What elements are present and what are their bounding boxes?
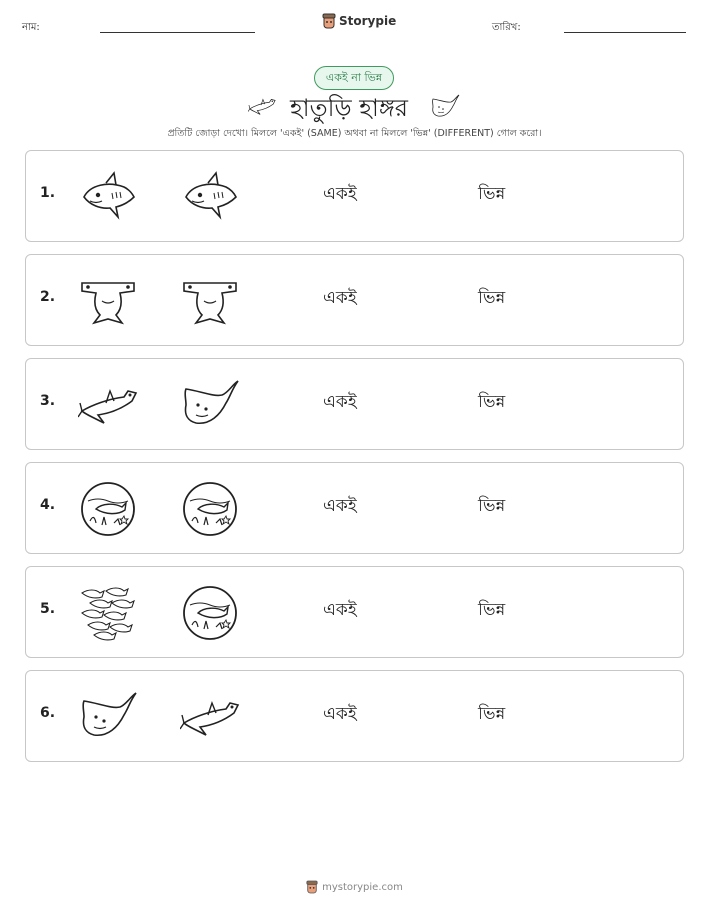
ocean-circle-icon [78, 479, 138, 539]
row-number: 5. [40, 601, 56, 617]
option-different[interactable]: ভিন্ন [478, 288, 506, 308]
option-different[interactable]: ভিন্ন [478, 600, 506, 620]
footer-url[interactable]: mystorypie.com [322, 881, 403, 893]
option-different[interactable]: ভিন্ন [478, 392, 506, 412]
brand-logo [322, 13, 396, 29]
hammerhead-title-icon [246, 92, 278, 120]
option-same[interactable]: একই [323, 392, 357, 412]
question-row-4 [25, 462, 684, 554]
date-label: তারিখ: [492, 22, 521, 33]
activity-badge: একই না ভিন্ন [314, 66, 394, 90]
row-number: 6. [40, 705, 56, 721]
question-row-3 [25, 358, 684, 450]
hammerhead-side-icon [180, 687, 240, 747]
storypie-mascot-icon [322, 13, 336, 29]
option-same[interactable]: একই [323, 288, 357, 308]
hammerhead-side-icon [78, 375, 138, 435]
row-number: 1. [40, 185, 56, 201]
ocean-circle-icon [180, 479, 240, 539]
shark-icon [180, 167, 240, 227]
row-number: 2. [40, 289, 56, 305]
row-number: 3. [40, 393, 56, 409]
hammerhead-icon [180, 271, 240, 331]
page-title: হাতুড়ি হাঙ্গর [290, 94, 408, 122]
brand-name: Storypie [339, 14, 397, 28]
option-different[interactable]: ভিন্ন [478, 184, 506, 204]
stingray-icon [180, 375, 240, 435]
option-different[interactable]: ভিন্ন [478, 496, 506, 516]
footer [0, 880, 709, 894]
storypie-mascot-icon [306, 880, 318, 894]
option-same[interactable]: একই [323, 496, 357, 516]
option-same[interactable]: একই [323, 600, 357, 620]
date-line[interactable] [564, 32, 686, 33]
instruction-text: প্রতিটি জোড়া দেখো। মিললে 'একই' (SAME) অথবা না মিললে 'ভিন্ন' (DIFFERENT) গোল করো। [167, 128, 542, 139]
name-label: নাম: [22, 22, 40, 33]
shark-school-icon [78, 583, 138, 643]
question-row-2 [25, 254, 684, 346]
title-row [0, 90, 709, 122]
question-row-1 [25, 150, 684, 242]
stingray-title-icon [428, 92, 462, 122]
question-row-5 [25, 566, 684, 658]
shark-icon [78, 167, 138, 227]
question-row-6 [25, 670, 684, 762]
option-different[interactable]: ভিন্ন [478, 704, 506, 724]
row-number: 4. [40, 497, 56, 513]
stingray-icon [78, 687, 138, 747]
hammerhead-icon [78, 271, 138, 331]
option-same[interactable]: একই [323, 184, 357, 204]
name-line[interactable] [100, 32, 255, 33]
option-same[interactable]: একই [323, 704, 357, 724]
ocean-circle-icon [180, 583, 240, 643]
